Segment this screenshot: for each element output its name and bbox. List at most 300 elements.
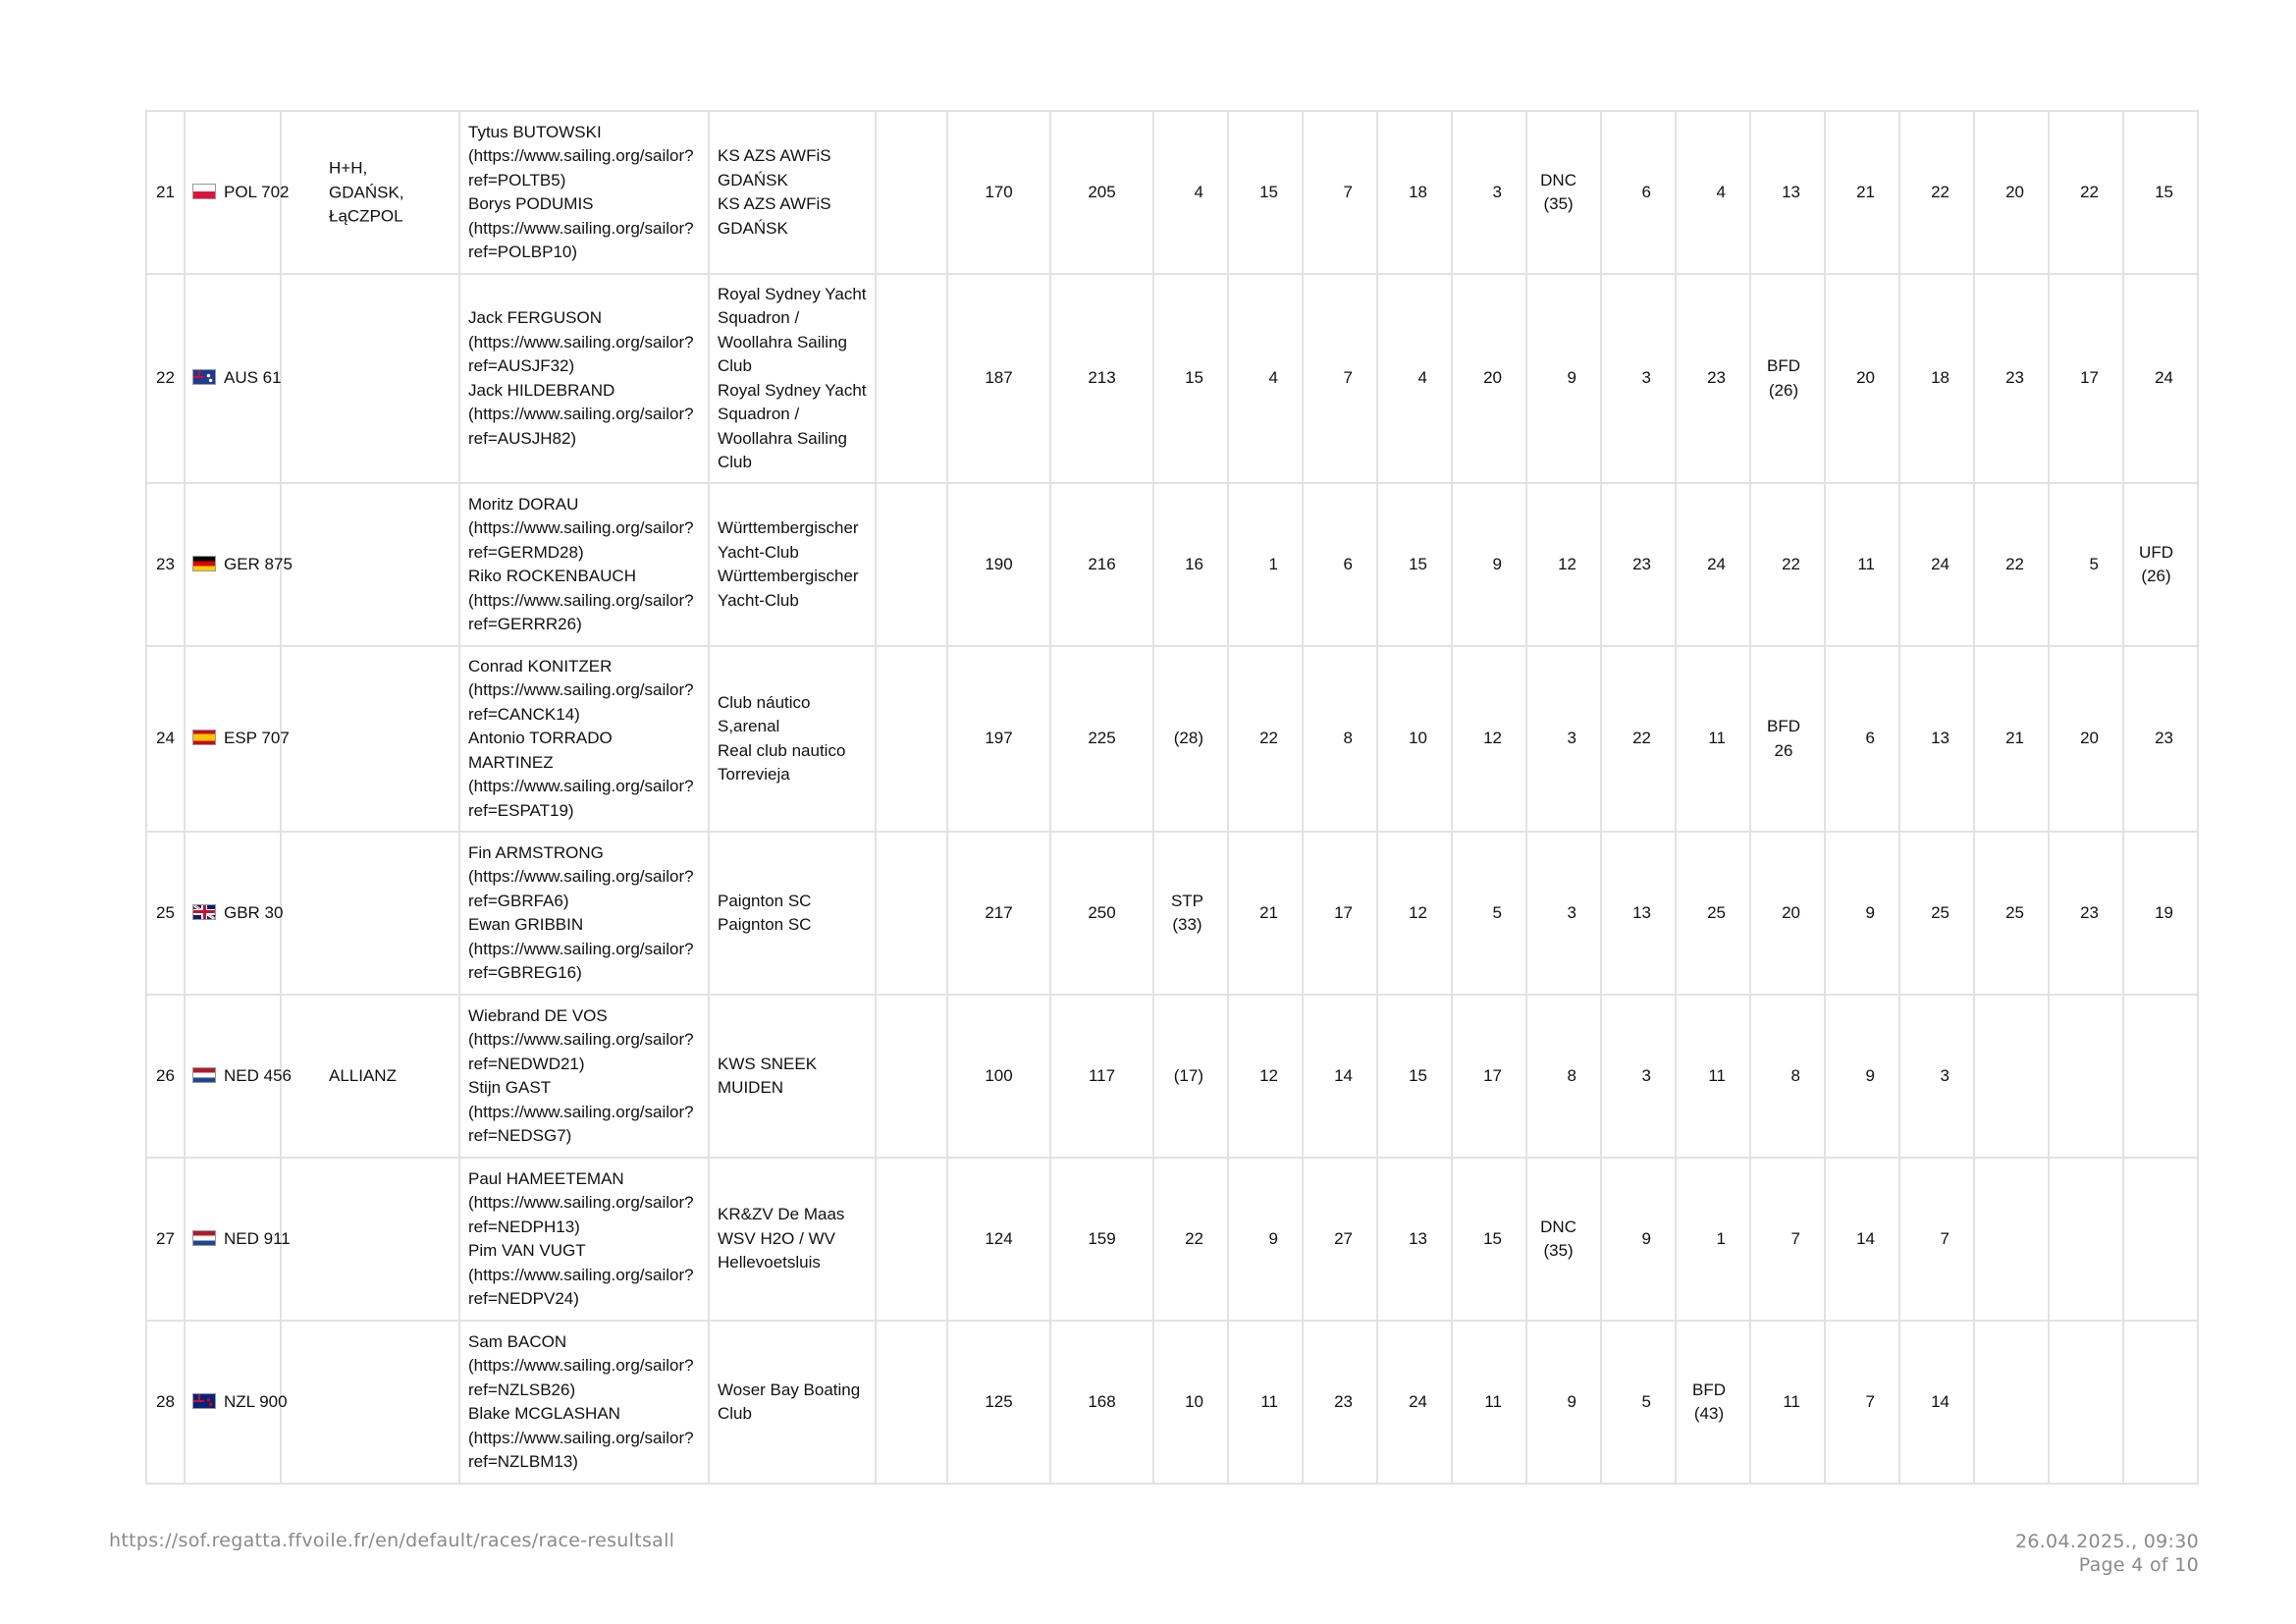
race-score-cell [1526, 111, 1601, 274]
race-score-cell [2049, 483, 2123, 646]
ger-flag-icon [192, 556, 216, 571]
race-score-cell [1899, 274, 1974, 483]
race-score: 7 [1865, 1391, 1875, 1411]
rank-cell [146, 832, 185, 995]
race-score: 8 [1343, 729, 1353, 748]
race-score: UFD (26) [2139, 542, 2173, 585]
sail-number: POL 702 [224, 182, 290, 201]
race-score: 20 [2005, 182, 2024, 201]
organisation-names: KS AZS AWFiS GDAŃSK KS AZS AWFiS GDAŃSK [718, 146, 831, 238]
race-score-cell [1452, 832, 1526, 995]
race-score: 18 [1409, 182, 1427, 201]
total-points: 117 [1088, 1065, 1116, 1085]
race-score-cell [1526, 832, 1601, 995]
empty-cell [876, 646, 947, 832]
race-score-cell [1601, 995, 1676, 1158]
race-score-cell [1974, 995, 2049, 1158]
race-score: BFD 26 [1767, 717, 1800, 760]
total-points-cell [1050, 995, 1153, 1158]
race-score: 13 [1931, 729, 1949, 748]
rank-value: 22 [156, 368, 175, 388]
race-score-cell [2123, 111, 2198, 274]
total-points-cell [1050, 111, 1153, 274]
total-points-cell [1050, 832, 1153, 995]
race-score-cell [1303, 483, 1377, 646]
race-score-cell [2049, 646, 2123, 832]
race-score: 22 [1931, 182, 1949, 201]
race-score-cell [1303, 832, 1377, 995]
organisation-cell [709, 995, 876, 1158]
organisation-cell [709, 274, 876, 483]
race-score: 23 [2080, 902, 2099, 922]
race-score-cell [1601, 483, 1676, 646]
net-points: 217 [985, 902, 1013, 922]
race-score: 9 [1492, 554, 1502, 573]
race-score-cell [1452, 1321, 1526, 1484]
result-row [146, 995, 2198, 1158]
net-points: 124 [985, 1228, 1013, 1248]
race-score-cell [1153, 111, 1228, 274]
result-row [146, 646, 2198, 832]
race-score-cell [2123, 483, 2198, 646]
race-score-cell [1153, 1321, 1228, 1484]
organisation-names: Paignton SC Paignton SC [718, 891, 812, 934]
race-score: DNC (35) [1540, 170, 1576, 213]
race-score: 18 [1931, 368, 1949, 388]
race-score: 20 [1782, 902, 1800, 922]
sail-number: AUS 61 [224, 368, 282, 388]
result-row [146, 1158, 2198, 1321]
race-score: 15 [2155, 182, 2173, 201]
race-score-cell [1676, 111, 1750, 274]
race-score-cell [1153, 274, 1228, 483]
crew-cell [459, 995, 709, 1158]
race-score: 8 [1790, 1065, 1800, 1085]
sail-number: NZL 900 [224, 1391, 288, 1411]
race-score-cell [1750, 1321, 1825, 1484]
race-score: 25 [2005, 902, 2024, 922]
race-score-cell [1303, 1158, 1377, 1321]
total-points-cell [1050, 483, 1153, 646]
crew-cell [459, 111, 709, 274]
ned-flag-icon [192, 1067, 216, 1083]
gbr-flag-icon [192, 904, 216, 920]
race-score: 22 [1259, 729, 1278, 748]
net-points-cell [947, 646, 1050, 832]
sail-number-cell [185, 274, 281, 483]
race-score: 8 [1567, 1065, 1576, 1085]
rank-cell [146, 995, 185, 1158]
race-score-cell [1601, 274, 1676, 483]
race-score: 3 [1940, 1065, 1949, 1085]
race-score: 12 [1558, 554, 1576, 573]
race-score-cell [1526, 274, 1601, 483]
organisation-cell [709, 1321, 876, 1484]
race-score: 17 [1334, 902, 1353, 922]
race-score-cell [1750, 483, 1825, 646]
race-score: BFD (43) [1692, 1380, 1726, 1423]
race-score-cell [1825, 274, 1899, 483]
race-score-cell [2049, 1321, 2123, 1484]
race-score: 15 [1409, 554, 1427, 573]
sail-number: NED 911 [224, 1228, 291, 1248]
race-score-cell [2049, 995, 2123, 1158]
race-score: 13 [1409, 1228, 1427, 1248]
race-score-cell [1228, 646, 1303, 832]
race-score: 6 [1641, 182, 1651, 201]
race-score: STP (33) [1170, 891, 1203, 934]
race-score-cell [1228, 111, 1303, 274]
crew-names: Tytus BUTOWSKI (https://www.sailing.org/sailor? ref=POLTB5) Borys PODUMIS (https://www.sailing.org/sailor? ref=POLBP10) [468, 122, 694, 261]
race-score-cell [1601, 832, 1676, 995]
race-score-cell [1228, 995, 1303, 1158]
race-score: 20 [1856, 368, 1875, 388]
race-score: 14 [1856, 1228, 1875, 1248]
sail-number-cell [185, 646, 290, 832]
race-score-cell [1377, 832, 1452, 995]
result-row [146, 274, 2198, 483]
race-score: 3 [1492, 182, 1502, 201]
race-score-cell [1601, 646, 1676, 832]
race-score: BFD (26) [1767, 356, 1800, 400]
race-score-cell [1974, 1321, 2049, 1484]
organisation-names: Club náutico S,arenal Real club nautico Torrevieja [718, 692, 846, 784]
race-score-cell [1153, 483, 1228, 646]
race-score-cell [1750, 111, 1825, 274]
race-score-cell [1377, 1321, 1452, 1484]
race-score-cell [1452, 995, 1526, 1158]
race-score: 5 [2089, 554, 2099, 573]
rank-value: 25 [156, 902, 175, 922]
crew-cell [459, 1158, 709, 1321]
sail-number: GBR 30 [224, 902, 284, 922]
crew-names: Wiebrand DE VOS (https://www.sailing.org/sailor? ref=NEDWD21) Stijn GAST (https://www.sailing.org/sailor? ref=NEDSG7) [468, 1005, 694, 1145]
race-score: 4 [1417, 368, 1427, 388]
race-score: 22 [2005, 554, 2024, 573]
crew-names: Fin ARMSTRONG (https://www.sailing.org/sailor? ref=GBRFA6) Ewan GRIBBIN (https://www.sailing.org/sailor? ref=GBREG16) [468, 842, 694, 982]
race-score: 3 [1641, 1065, 1651, 1085]
race-score: 10 [1409, 729, 1427, 748]
rank-value: 26 [156, 1065, 175, 1085]
race-score-cell [2123, 274, 2198, 483]
race-score-cell [1377, 1158, 1452, 1321]
race-score: 1 [1268, 554, 1278, 573]
result-row [146, 832, 2198, 995]
race-score-cell [1750, 1158, 1825, 1321]
organisation-cell [709, 483, 876, 646]
race-score-cell [1377, 483, 1452, 646]
race-score: 20 [2080, 729, 2099, 748]
race-score: 9 [1641, 1228, 1651, 1248]
race-score: 11 [1708, 1065, 1726, 1085]
race-score: 22 [1632, 729, 1651, 748]
race-score-cell [2123, 1321, 2198, 1484]
organisation-cell [709, 832, 876, 995]
results-table [145, 110, 2199, 1485]
race-score-cell [1676, 1158, 1750, 1321]
race-score-cell [1377, 111, 1452, 274]
race-score: 22 [1782, 554, 1800, 573]
race-score: 10 [1185, 1391, 1203, 1411]
sail-number-cell [185, 995, 397, 1158]
rank-cell [146, 274, 185, 483]
race-score: 19 [2155, 902, 2173, 922]
race-score-cell [1452, 111, 1526, 274]
sail-number-cell [185, 1321, 288, 1484]
empty-cell [876, 111, 947, 274]
race-score: 11 [1783, 1391, 1800, 1411]
race-score: 23 [2005, 368, 2024, 388]
rank-value: 21 [156, 182, 175, 201]
race-score-cell [1899, 111, 1974, 274]
race-score: 9 [1865, 902, 1875, 922]
race-score-cell [2123, 646, 2198, 832]
race-score: 27 [1334, 1228, 1353, 1248]
race-score-cell [1153, 995, 1228, 1158]
footer-meta [2015, 1530, 2199, 1577]
rank-value: 24 [156, 729, 175, 748]
crew-names: Conrad KONITZER (https://www.sailing.org/sailor? ref=CANCK14) Antonio TORRADO MARTINEZ (https://www.sailing.org/sailor? ref=ESPAT19) [468, 656, 694, 820]
club-cell [281, 483, 459, 646]
race-score-cell [1825, 646, 1899, 832]
sail-number: NED 456 [224, 1065, 292, 1085]
race-score: 20 [1483, 368, 1502, 388]
organisation-names: Woser Bay Boating Club [718, 1380, 861, 1423]
organisation-names: Württembergischer Yacht-Club Württembergischer Yacht-Club [718, 518, 859, 610]
club-name: ALLIANZ [329, 1065, 397, 1085]
race-score: 23 [1632, 554, 1651, 573]
net-points: 190 [985, 554, 1013, 573]
footer-url: https://sof.regatta.ffvoile.fr/en/default/races/race-resultsall [109, 1530, 675, 1551]
net-points-cell [947, 274, 1050, 483]
race-score: 21 [2005, 729, 2024, 748]
race-score-cell [1377, 274, 1452, 483]
race-score: 12 [1483, 729, 1502, 748]
race-score: 11 [1484, 1391, 1502, 1411]
race-score-cell [1303, 1321, 1377, 1484]
race-score-cell [1825, 1321, 1899, 1484]
empty-cell [876, 483, 947, 646]
sail-number-cell [185, 1158, 291, 1321]
race-score-cell [1303, 274, 1377, 483]
race-score-cell [1377, 646, 1452, 832]
organisation-names: Royal Sydney Yacht Squadron / Woollahra Sailing Club Royal Sydney Yacht Squadron / Woollahra Sailing Club [718, 284, 867, 471]
net-points-cell [947, 1158, 1050, 1321]
crew-cell [459, 1321, 709, 1484]
race-score-cell [1303, 646, 1377, 832]
race-score-cell [1676, 1321, 1750, 1484]
race-score: 11 [1857, 554, 1875, 573]
footer-page-number: Page 4 of 10 [2078, 1554, 2199, 1576]
race-score-cell [1974, 483, 2049, 646]
net-points: 197 [985, 729, 1013, 748]
race-score: 22 [1185, 1228, 1203, 1248]
race-score-cell [1825, 111, 1899, 274]
crew-names: Moritz DORAU (https://www.sailing.org/sailor? ref=GERMD28) Riko ROCKENBAUCH (https://www.sailing.org/sailor? ref=GERRR26) [468, 494, 694, 633]
race-score-cell [1377, 995, 1452, 1158]
net-points-cell [947, 1321, 1050, 1484]
sail-number: ESP 707 [224, 729, 290, 748]
rank-cell [146, 1158, 185, 1321]
race-score-cell [1526, 995, 1601, 1158]
race-score-cell [1601, 1321, 1676, 1484]
race-score: 14 [1334, 1065, 1353, 1085]
rank-value: 28 [156, 1391, 175, 1411]
race-score-cell [1750, 646, 1825, 832]
race-score: 7 [1343, 368, 1353, 388]
race-score: 12 [1259, 1065, 1278, 1085]
race-score: 23 [1334, 1391, 1353, 1411]
race-score: 4 [1268, 368, 1278, 388]
race-score-cell [2123, 995, 2198, 1158]
net-points: 187 [985, 368, 1013, 388]
race-score: 3 [1567, 902, 1576, 922]
race-score: 15 [1483, 1228, 1502, 1248]
net-points: 170 [985, 182, 1013, 201]
rank-value: 27 [156, 1228, 175, 1248]
race-score-cell [1228, 483, 1303, 646]
race-score: DNC (35) [1540, 1217, 1576, 1260]
race-score: 11 [1708, 729, 1726, 748]
total-points-cell [1050, 1158, 1153, 1321]
race-score-cell [1899, 995, 1974, 1158]
race-score-cell [2049, 274, 2123, 483]
crew-cell [459, 483, 709, 646]
race-score-cell [1228, 832, 1303, 995]
race-score: 24 [2155, 368, 2173, 388]
club-cell [281, 1321, 459, 1484]
race-score: 6 [1343, 554, 1353, 573]
race-score: 17 [1483, 1065, 1502, 1085]
race-score-cell [1153, 646, 1228, 832]
race-score: 15 [1185, 368, 1203, 388]
sail-number-cell [185, 483, 293, 646]
crew-cell [459, 274, 709, 483]
race-score-cell [1153, 1158, 1228, 1321]
rank-cell [146, 111, 185, 274]
crew-cell [459, 646, 709, 832]
club-cell [281, 832, 459, 995]
total-points: 213 [1088, 368, 1116, 388]
crew-names: Paul HAMEETEMAN (https://www.sailing.org/sailor? ref=NEDPH13) Pim VAN VUGT (https://www.sailing.org/sailor? ref=NEDPV24) [468, 1168, 694, 1308]
race-score-cell [1601, 111, 1676, 274]
empty-cell [876, 995, 947, 1158]
result-row [146, 111, 2198, 274]
organisation-cell [709, 646, 876, 832]
club-cell [281, 646, 459, 832]
race-score-cell [2049, 111, 2123, 274]
race-score: 9 [1268, 1228, 1278, 1248]
club-name: H+H, GDAŃSK, ŁąCZPOL [329, 158, 404, 226]
race-score-cell [1750, 832, 1825, 995]
rank-value: 23 [156, 554, 175, 573]
race-score-cell [1452, 274, 1526, 483]
race-score: 7 [1940, 1228, 1949, 1248]
race-score-cell [1228, 274, 1303, 483]
race-score: 5 [1641, 1391, 1651, 1411]
race-score-cell [1899, 1321, 1974, 1484]
race-score-cell [1526, 1321, 1601, 1484]
race-score-cell [1974, 274, 2049, 483]
total-points: 216 [1088, 554, 1116, 573]
race-score: 15 [1409, 1065, 1427, 1085]
race-score-cell [1452, 1158, 1526, 1321]
empty-cell [876, 1158, 947, 1321]
empty-cell [876, 832, 947, 995]
rank-cell [146, 1321, 185, 1484]
race-score-cell [2123, 1158, 2198, 1321]
race-score-cell [1676, 483, 1750, 646]
race-score-cell [1676, 646, 1750, 832]
race-score-cell [1303, 995, 1377, 1158]
net-points: 100 [985, 1065, 1013, 1085]
total-points: 250 [1088, 902, 1116, 922]
race-score: (28) [1173, 729, 1203, 748]
race-score-cell [1676, 995, 1750, 1158]
sail-number-cell [185, 111, 404, 274]
result-row [146, 483, 2198, 646]
pol-flag-icon [192, 184, 216, 199]
race-score-cell [1526, 1158, 1601, 1321]
empty-cell [876, 1321, 947, 1484]
crew-cell [459, 832, 709, 995]
race-score-cell [1825, 832, 1899, 995]
net-points-cell [947, 832, 1050, 995]
ned-flag-icon [192, 1230, 216, 1246]
total-points: 205 [1088, 182, 1116, 201]
race-score: 3 [1567, 729, 1576, 748]
net-points-cell [947, 995, 1050, 1158]
race-score: 1 [1716, 1228, 1726, 1248]
race-score: 5 [1492, 902, 1502, 922]
race-score: 17 [2080, 368, 2099, 388]
rank-cell [146, 646, 185, 832]
rank-cell [146, 483, 185, 646]
race-score-cell [2049, 1158, 2123, 1321]
race-score-cell [1676, 832, 1750, 995]
race-score: 23 [2155, 729, 2173, 748]
race-score: 13 [1782, 182, 1800, 201]
result-row [146, 1321, 2198, 1484]
race-score-cell [1899, 646, 1974, 832]
race-score: 25 [1931, 902, 1949, 922]
race-score: 24 [1707, 554, 1726, 573]
net-points-cell [947, 483, 1050, 646]
race-score-cell [2123, 832, 2198, 995]
organisation-names: KR&ZV De Maas WSV H2O / WV Hellevoetsluis [718, 1205, 845, 1272]
race-score-cell [1974, 1158, 2049, 1321]
race-score: 24 [1409, 1391, 1427, 1411]
organisation-cell [709, 111, 876, 274]
sail-number-cell [185, 832, 284, 995]
esp-flag-icon [192, 730, 216, 745]
race-score-cell [1601, 1158, 1676, 1321]
race-score-cell [1526, 646, 1601, 832]
crew-names: Jack FERGUSON (https://www.sailing.org/sailor? ref=AUSJF32) Jack HILDEBRAND (https://www.sailing.org/sailor? ref=AUSJH82) [468, 308, 694, 448]
total-points-cell [1050, 646, 1153, 832]
race-score: 23 [1707, 368, 1726, 388]
organisation-names: KWS SNEEK MUIDEN [718, 1054, 818, 1097]
race-score-cell [1526, 483, 1601, 646]
race-score-cell [1452, 483, 1526, 646]
race-score: 24 [1931, 554, 1949, 573]
race-score-cell [1750, 995, 1825, 1158]
total-points: 159 [1088, 1228, 1116, 1248]
total-points: 168 [1088, 1391, 1116, 1411]
race-score-cell [1899, 483, 1974, 646]
crew-names: Sam BACON (https://www.sailing.org/sailor? ref=NZLSB26) Blake MCGLASHAN (https://www.sailing.org/sailor? ref=NZLBM13) [468, 1331, 694, 1471]
race-score: 3 [1641, 368, 1651, 388]
